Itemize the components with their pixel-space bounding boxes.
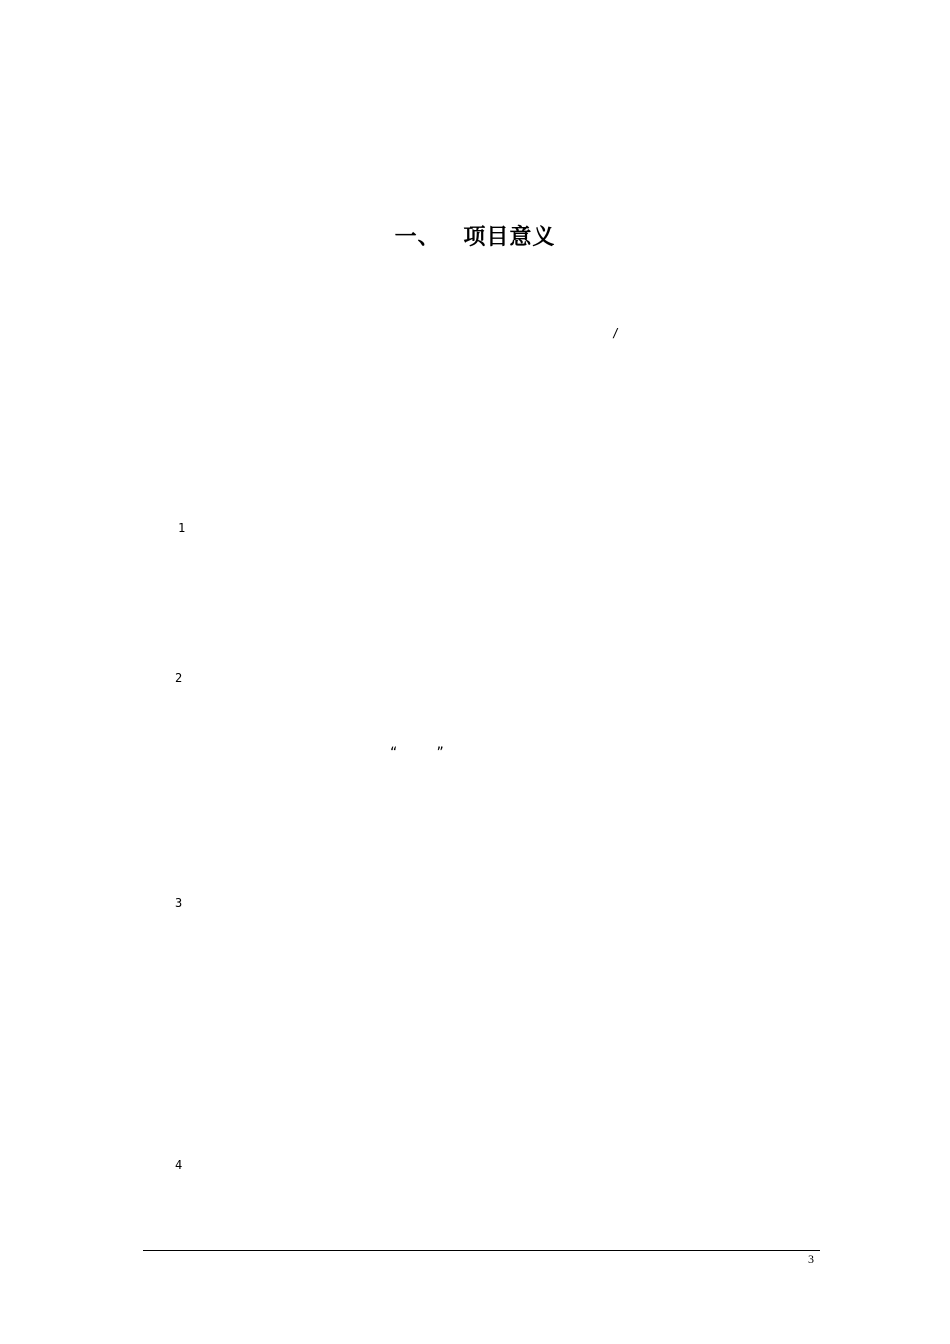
section-2-heading: 2 xyxy=(175,671,186,685)
footer-rule xyxy=(143,1250,820,1251)
intro-line-2-tail: / xyxy=(612,326,623,340)
page-number: 3 xyxy=(808,1252,814,1266)
s2-line-2-quote: “ ” xyxy=(390,745,460,759)
section-title: 一、 项目意义 xyxy=(394,225,556,250)
section-3-heading: 3 xyxy=(175,896,186,910)
section-4-heading: 4 xyxy=(175,1158,186,1172)
section-1-heading: 1 xyxy=(178,521,189,535)
